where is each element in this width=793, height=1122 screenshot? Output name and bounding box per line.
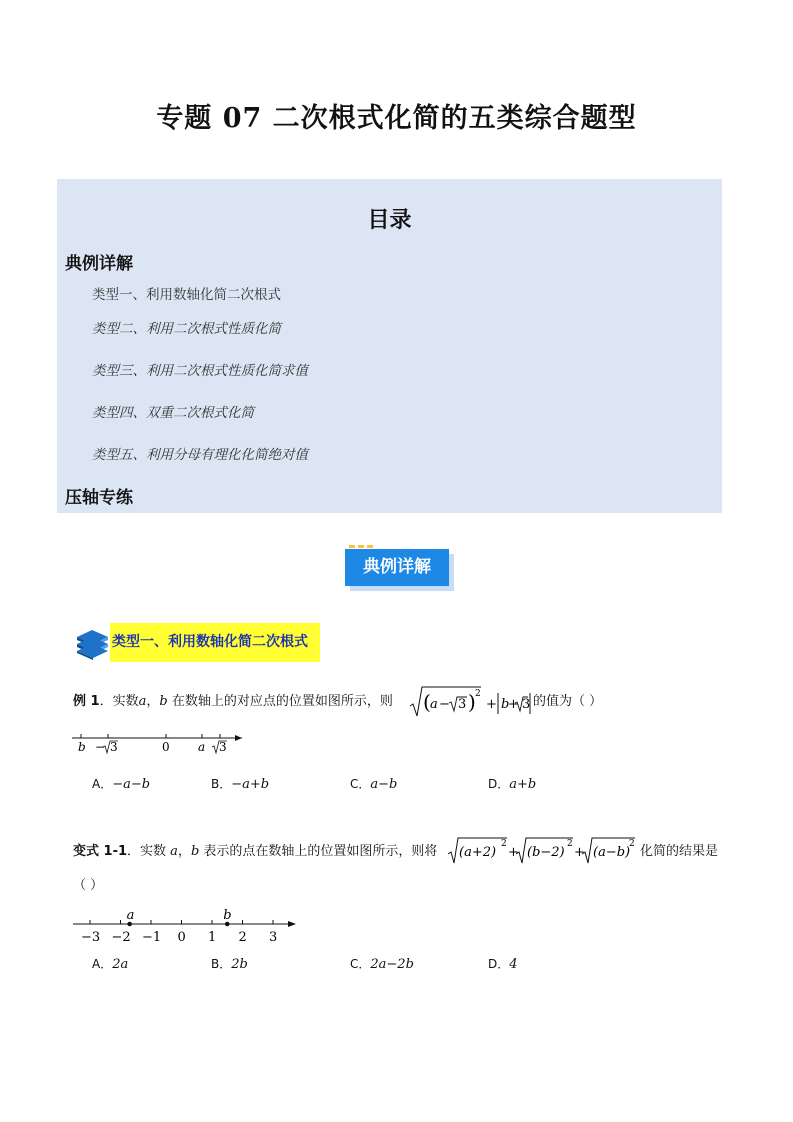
- example1-question: 例 1．实数a，b 在数轴上的对应点的位置如图所示，则: [73, 694, 393, 709]
- type1-heading: 类型一、利用数轴化简二次根式: [110, 623, 320, 662]
- svg-text:−: −: [95, 740, 106, 754]
- section-banner: 典例详解: [345, 549, 449, 586]
- example1-option-d[interactable]: D．a+b: [488, 777, 537, 792]
- variant1-answer-paren: （ ）: [73, 878, 104, 893]
- variant1-option-a[interactable]: A．2a: [92, 957, 129, 972]
- toc-item-type4[interactable]: 类型四、双重二次根式化简: [92, 405, 254, 421]
- svg-text:−: −: [439, 697, 450, 712]
- svg-text:+: +: [574, 845, 585, 860]
- svg-text:(: (: [423, 690, 431, 714]
- svg-text:+: +: [508, 845, 519, 860]
- svg-text:): ): [468, 690, 476, 714]
- example1-option-b[interactable]: B．−a+b: [211, 777, 270, 792]
- document-title: 专题 07 二次根式化简的五类综合题型: [156, 103, 637, 134]
- numberline-tick-label: −1: [142, 930, 162, 945]
- toc-heading: 目录: [367, 208, 412, 233]
- variant1-question-tail: 化简的结果是: [640, 844, 719, 859]
- svg-text:2: 2: [501, 839, 507, 849]
- svg-text:(a+2): (a+2): [459, 845, 497, 860]
- example1-number-line: [70, 730, 250, 758]
- svg-text:3: 3: [110, 740, 118, 754]
- svg-text:+: +: [486, 697, 497, 712]
- svg-text:2: 2: [475, 689, 481, 699]
- example1-label: 例 1: [73, 694, 100, 709]
- svg-text:b: b: [501, 697, 510, 712]
- numberline-label-a: a: [126, 908, 135, 923]
- books-stack-icon: [73, 625, 111, 661]
- variant1-option-d[interactable]: D．4: [488, 957, 518, 972]
- svg-text:3: 3: [219, 740, 227, 754]
- svg-text:3: 3: [522, 697, 531, 712]
- variant1-number-line: [70, 905, 302, 945]
- svg-text:2: 2: [567, 839, 573, 849]
- toc-item-type1[interactable]: 类型一、利用数轴化简二次根式: [92, 287, 281, 303]
- example1-question-tail: 的值为（ ）: [533, 694, 603, 709]
- example1-option-c[interactable]: C．a−b: [350, 777, 398, 792]
- numberline-tick-label: 0: [177, 930, 186, 945]
- toc-item-type5[interactable]: 类型五、利用分母有理化化简绝对值: [92, 447, 308, 463]
- toc-section-examples[interactable]: 典例详解: [65, 254, 133, 274]
- svg-text:+: +: [508, 697, 519, 712]
- toc-section-practice[interactable]: 压轴专练: [65, 488, 133, 508]
- numberline-tick-label: −3: [81, 930, 101, 945]
- variant1-question: 变式 1-1．实数 a，b 表示的点在数轴上的位置如图所示，则将: [73, 844, 438, 859]
- numberline-tick-label: 3: [269, 930, 278, 945]
- variant1-label: 变式 1-1: [73, 844, 128, 859]
- svg-text:2: 2: [629, 839, 635, 849]
- numberline-label-b: b: [78, 740, 86, 754]
- banner-decoration: [349, 545, 373, 548]
- numberline-label-zero: 0: [162, 740, 170, 754]
- variant1-option-c[interactable]: C．2a−2b: [350, 957, 414, 972]
- svg-text:3: 3: [458, 697, 467, 712]
- variant1-expression: [447, 835, 637, 867]
- toc-item-type3[interactable]: 类型三、利用二次根式性质化简求值: [92, 363, 308, 379]
- svg-text:(a−b): (a−b): [593, 845, 631, 860]
- svg-text:a: a: [430, 697, 438, 712]
- numberline-tick-label: 2: [238, 930, 247, 945]
- numberline-label-a: a: [198, 740, 206, 754]
- variant1-option-b[interactable]: B．2b: [211, 957, 248, 972]
- numberline-tick-label: 1: [208, 930, 217, 945]
- example1-option-a[interactable]: A．−a−b: [92, 777, 151, 792]
- toc-item-type2[interactable]: 类型二、利用二次根式性质化简: [92, 321, 281, 337]
- example1-expression: [409, 684, 531, 720]
- table-of-contents: [57, 179, 722, 513]
- numberline-tick-label: −2: [111, 930, 131, 945]
- numberline-label-b: b: [223, 908, 232, 923]
- svg-text:(b−2): (b−2): [527, 845, 565, 860]
